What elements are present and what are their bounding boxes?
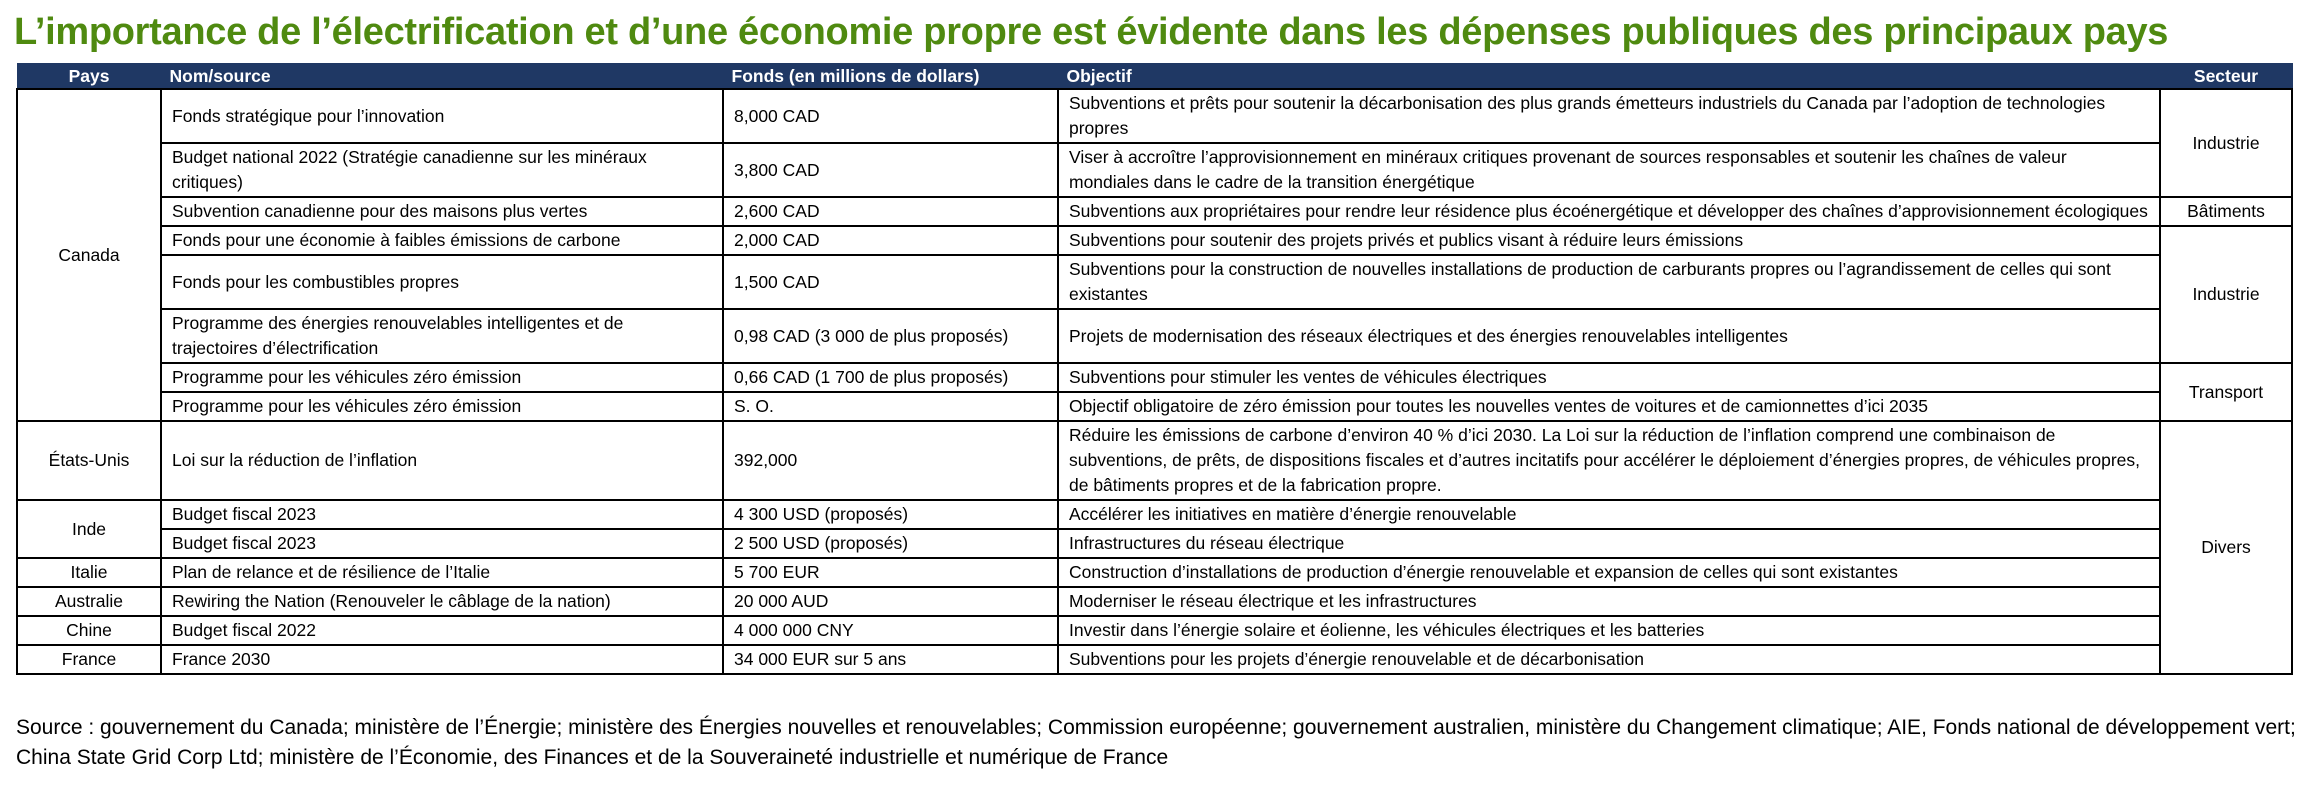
table-row xyxy=(17,645,2292,674)
cell-fonds: 392,000 xyxy=(723,421,1058,500)
table-row xyxy=(17,197,2292,226)
cell-fonds: 5 700 EUR xyxy=(723,558,1058,587)
cell-objectif: Subventions aux propriétaires pour rendre leur résidence plus écoénergétique et développer des chaînes d’approvisionnement écologiques xyxy=(1058,197,2160,226)
cell-fonds: 0,66 CAD (1 700 de plus proposés) xyxy=(723,363,1058,392)
cell-nom: Fonds pour les combustibles propres xyxy=(161,255,723,309)
cell-objectif: Subventions pour les projets d’énergie renouvelable et de décarbonisation xyxy=(1058,645,2160,674)
cell-nom: Subvention canadienne pour des maisons plus vertes xyxy=(161,197,723,226)
cell-nom: Budget fiscal 2023 xyxy=(161,500,723,529)
cell-objectif: Moderniser le réseau électrique et les infrastructures xyxy=(1058,587,2160,616)
country-canada: Canada xyxy=(17,89,161,421)
country-australie: Australie xyxy=(17,587,161,616)
cell-fonds: 0,98 CAD (3 000 de plus proposés) xyxy=(723,309,1058,363)
header-nom: Nom/source xyxy=(161,64,723,90)
cell-nom: France 2030 xyxy=(161,645,723,674)
header-fonds: Fonds (en millions de dollars) xyxy=(723,64,1058,90)
table-row xyxy=(17,226,2292,255)
cell-nom: Fonds pour une économie à faibles émissions de carbone xyxy=(161,226,723,255)
table-row xyxy=(17,309,2292,363)
table-row xyxy=(17,89,2292,143)
cell-nom: Fonds stratégique pour l’innovation xyxy=(161,89,723,143)
cell-nom: Programme pour les véhicules zéro émission xyxy=(161,392,723,421)
table-row xyxy=(17,500,2292,529)
cell-nom: Budget fiscal 2022 xyxy=(161,616,723,645)
cell-nom: Budget national 2022 (Stratégie canadienne sur les minéraux critiques) xyxy=(161,143,723,197)
cell-objectif: Projets de modernisation des réseaux électriques et des énergies renouvelables intelligentes xyxy=(1058,309,2160,363)
country-inde: Inde xyxy=(17,500,161,558)
cell-fonds: 34 000 EUR sur 5 ans xyxy=(723,645,1058,674)
sector-transport: Transport xyxy=(2160,363,2292,421)
cell-fonds: 20 000 AUD xyxy=(723,587,1058,616)
table-row xyxy=(17,558,2292,587)
table-row xyxy=(17,616,2292,645)
header-secteur: Secteur xyxy=(2160,64,2292,90)
cell-objectif: Réduire les émissions de carbone d’environ 40 % d’ici 2030. La Loi sur la réduction de l’inflation comprend une combinaison de subventions, de prêts, de dispositions fiscales et d’autres incitatifs pour accélérer le déploiement d’énergies propres, de véhicules propres, de bâtiments propres et de la fabrication propre. xyxy=(1058,421,2160,500)
cell-fonds: 2,600 CAD xyxy=(723,197,1058,226)
table-row xyxy=(17,587,2292,616)
cell-fonds: S. O. xyxy=(723,392,1058,421)
sector-divers: Divers xyxy=(2160,421,2292,674)
cell-nom: Programme des énergies renouvelables intelligentes et de trajectoires d’électrification xyxy=(161,309,723,363)
cell-objectif: Objectif obligatoire de zéro émission pour toutes les nouvelles ventes de voitures et de camionnettes d’ici 2035 xyxy=(1058,392,2160,421)
source-note: Source : gouvernement du Canada; ministère de l’Énergie; ministère des Énergies nouvelles et renouvelables; Commission européenne; gouvernement australien, ministère du Changement climatique; AIE, Fonds national de développement vert; China State Grid Corp Ltd; ministère de l’Économie, des Finances et de la Souveraineté industrielle et numérique de France xyxy=(16,716,2296,769)
cell-fonds: 2 500 USD (proposés) xyxy=(723,529,1058,558)
spending-table xyxy=(16,63,2293,675)
cell-nom: Rewiring the Nation (Renouveler le câblage de la nation) xyxy=(161,587,723,616)
country-italie: Italie xyxy=(17,558,161,587)
country-etats-unis: États-Unis xyxy=(17,421,161,500)
cell-objectif: Accélérer les initiatives en matière d’énergie renouvelable xyxy=(1058,500,2160,529)
cell-objectif: Construction d’installations de production d’énergie renouvelable et expansion de celles qui sont existantes xyxy=(1058,558,2160,587)
cell-fonds: 1,500 CAD xyxy=(723,255,1058,309)
sector-industrie: Industrie xyxy=(2160,226,2292,363)
table-row xyxy=(17,143,2292,197)
cell-objectif: Subventions pour la construction de nouvelles installations de production de carburants propres ou l’agrandissement de celles qui sont existantes xyxy=(1058,255,2160,309)
cell-objectif: Viser à accroître l’approvisionnement en minéraux critiques provenant de sources responsables et soutenir les chaînes de valeur mondiales dans le cadre de la transition énergétique xyxy=(1058,143,2160,197)
table-row xyxy=(17,392,2292,421)
cell-nom: Plan de relance et de résilience de l’Italie xyxy=(161,558,723,587)
page-title: L’importance de l’électrification et d’une économie propre est évidente dans les dépenses publiques des principaux pays xyxy=(14,11,2169,53)
cell-objectif: Subventions et prêts pour soutenir la décarbonisation des plus grands émetteurs industriels du Canada par l’adoption de technologies propres xyxy=(1058,89,2160,143)
sector-batiments: Bâtiments xyxy=(2160,197,2292,226)
header-objectif: Objectif xyxy=(1058,64,2160,90)
cell-fonds: 8,000 CAD xyxy=(723,89,1058,143)
cell-objectif: Investir dans l’énergie solaire et éolienne, les véhicules électriques et les batteries xyxy=(1058,616,2160,645)
table-row xyxy=(17,363,2292,392)
table-header-row xyxy=(17,64,2292,90)
header-pays: Pays xyxy=(17,64,161,90)
cell-fonds: 4 000 000 CNY xyxy=(723,616,1058,645)
cell-fonds: 3,800 CAD xyxy=(723,143,1058,197)
sector-industrie: Industrie xyxy=(2160,89,2292,197)
cell-nom: Programme pour les véhicules zéro émission xyxy=(161,363,723,392)
cell-nom: Loi sur la réduction de l’inflation xyxy=(161,421,723,500)
cell-objectif: Subventions pour soutenir des projets privés et publics visant à réduire leurs émissions xyxy=(1058,226,2160,255)
country-france: France xyxy=(17,645,161,674)
cell-objectif: Subventions pour stimuler les ventes de véhicules électriques xyxy=(1058,363,2160,392)
cell-objectif: Infrastructures du réseau électrique xyxy=(1058,529,2160,558)
cell-nom: Budget fiscal 2023 xyxy=(161,529,723,558)
cell-fonds: 2,000 CAD xyxy=(723,226,1058,255)
table-row xyxy=(17,529,2292,558)
table-row xyxy=(17,255,2292,309)
cell-fonds: 4 300 USD (proposés) xyxy=(723,500,1058,529)
table-row xyxy=(17,421,2292,500)
country-chine: Chine xyxy=(17,616,161,645)
